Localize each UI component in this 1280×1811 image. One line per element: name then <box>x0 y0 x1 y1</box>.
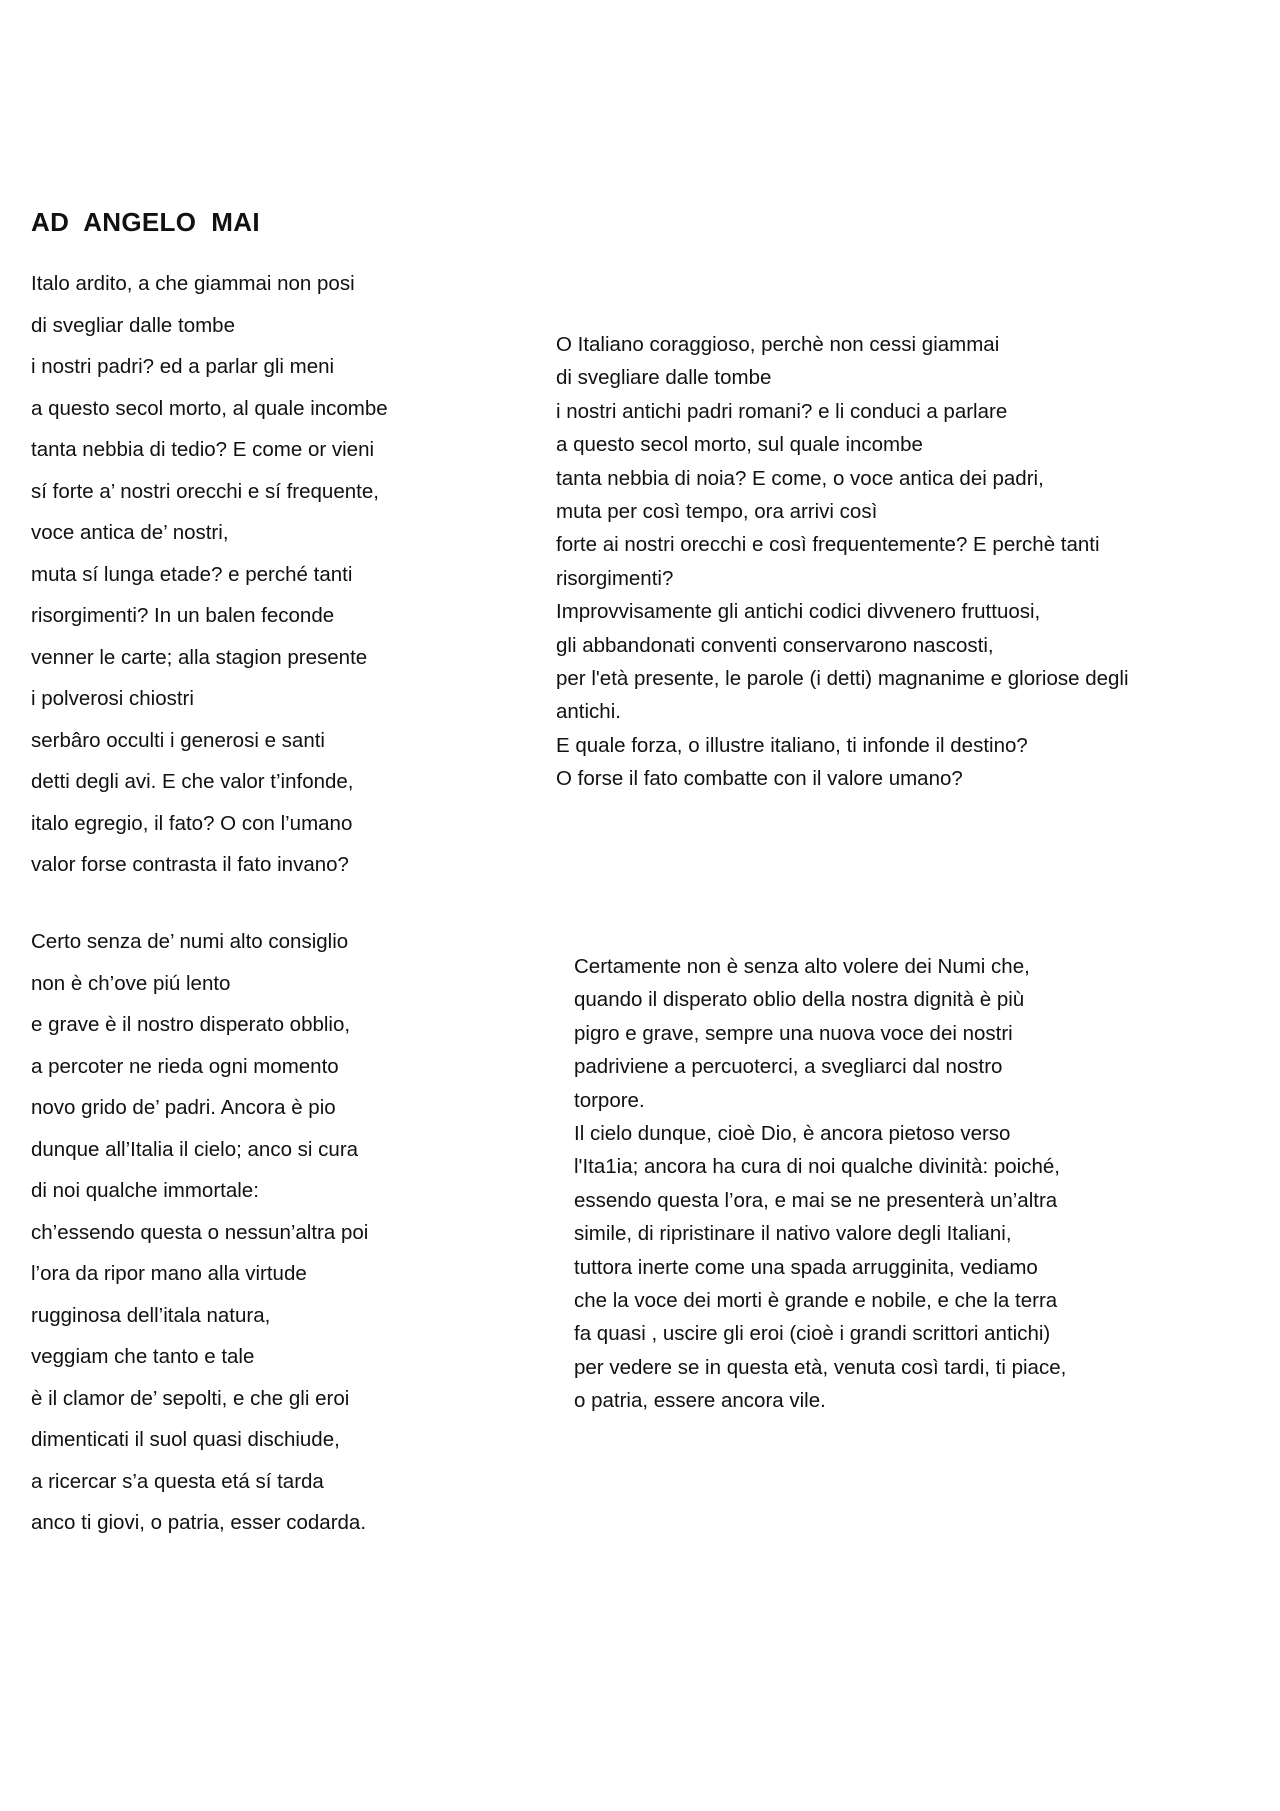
verse-line: detti degli avi. E che valor t’infonde, <box>31 770 354 793</box>
verse-line: Improvvisamente gli antichi codici divvenero fruttuosi, <box>556 600 1041 624</box>
verse-line: per vedere se in questa età, venuta così tardi, ti piace, <box>574 1355 1067 1379</box>
stanza-1-original <box>31 263 388 886</box>
verse-line: forte ai nostri orecchi e così frequentemente? E perchè tanti <box>556 533 1100 557</box>
stanza-2-original <box>31 921 368 1544</box>
verse-line: serbâro occulti i generosi e santi <box>31 728 325 752</box>
verse-line: a questo secol morto, sul quale incombe <box>556 433 923 457</box>
verse-line: gli abbandonati conventi conservarono nascosti, <box>556 633 994 657</box>
verse-line: anco ti giovi, o patria, esser codarda. <box>31 1511 367 1534</box>
verse-line: Certamente non è senza alto volere dei Numi che, <box>574 955 1030 978</box>
verse-line: tanta nebbia di tedio? E come or vieni <box>31 438 375 461</box>
poem-title: AD ANGELO MAI <box>31 207 260 237</box>
verse-line: italo egregio, il fato? O con l’umano <box>31 811 353 835</box>
verse-line: Il cielo dunque, cioè Dio, è ancora pietoso verso <box>574 1122 1011 1146</box>
verse-line: di svegliar dalle tombe <box>31 313 235 337</box>
verse-line: che la voce dei morti è grande e nobile, e che la terra <box>574 1289 1058 1313</box>
verse-line: è il clamor de’ sepolti, e che gli eroi <box>31 1386 350 1410</box>
verse-line: risorgimenti? In un balen feconde <box>31 604 335 627</box>
verse-line: torpore. <box>574 1088 645 1112</box>
verse-line: i nostri antichi padri romani? e li conduci a parlare <box>556 399 1008 423</box>
verse-line: Italo ardito, a che giammai non posi <box>31 272 355 295</box>
verse-line: i polverosi chiostri <box>31 687 194 710</box>
verse-line: pigro e grave, sempre una nuova voce dei nostri <box>574 1021 1013 1045</box>
verse-line: ch’essendo questa o nessun’altra poi <box>31 1220 369 1244</box>
verse-line: novo grido de’ padri. Ancora è pio <box>31 1096 336 1119</box>
verse-line: muta sí lunga etade? e perché tanti <box>31 562 353 586</box>
stanza-1-translation <box>556 328 1129 796</box>
verse-line: O forse il fato combatte con il valore umano? <box>556 767 963 791</box>
verse-line: a percoter ne rieda ogni momento <box>31 1054 339 1078</box>
verse-line: e grave è il nostro disperato obblio, <box>31 1013 351 1036</box>
verse-line: quando il disperato oblio della nostra dignità è più <box>574 988 1025 1012</box>
verse-line: di svegliare dalle tombe <box>556 366 772 390</box>
verse-line: sí forte a’ nostri orecchi e sí frequente, <box>31 479 379 503</box>
verse-line: valor forse contrasta il fato invano? <box>31 853 349 876</box>
verse-line: tuttora inerte come una spada arrugginita, vediamo <box>574 1255 1038 1279</box>
verse-line: dimenticati il suol quasi dischiude, <box>31 1428 340 1451</box>
verse-line: dunque all’Italia il cielo; anco si cura <box>31 1137 359 1161</box>
verse-line: risorgimenti? <box>556 566 674 590</box>
verse-line: Certo senza de’ numi alto consiglio <box>31 930 349 953</box>
verse-line: o patria, essere ancora vile. <box>574 1389 826 1413</box>
verse-line: i nostri padri? ed a parlar gli meni <box>31 355 335 378</box>
verse-line: di noi qualche immortale: <box>31 1179 259 1202</box>
verse-line: non è ch’ove piú lento <box>31 971 231 995</box>
verse-line: muta per così tempo, ora arrivi così <box>556 500 878 524</box>
verse-line: tanta nebbia di noia? E come, o voce antica dei padri, <box>556 466 1044 490</box>
verse-line: E quale forza, o illustre italiano, ti infonde il destino? <box>556 733 1028 757</box>
verse-line: essendo questa l’ora, e mai se ne presenterà un’altra <box>574 1188 1058 1212</box>
verse-line: antichi. <box>556 700 621 724</box>
verse-line: fa quasi , uscire gli eroi (cioè i grandi scrittori antichi) <box>574 1322 1051 1346</box>
verse-line: l’ora da ripor mano alla virtude <box>31 1262 307 1285</box>
verse-line: rugginosa dell’itala natura, <box>31 1303 271 1327</box>
verse-line: padriviene a percuoterci, a svegliarci dal nostro <box>574 1055 1003 1079</box>
verse-line: a questo secol morto, al quale incombe <box>31 396 388 420</box>
verse-line: l'Ita1ia; ancora ha cura di noi qualche divinità: poiché, <box>574 1155 1060 1179</box>
verse-line: voce antica de’ nostri, <box>31 521 229 544</box>
verse-line: per l'età presente, le parole (i detti) magnanime e gloriose degli <box>556 667 1129 691</box>
verse-line: venner le carte; alla stagion presente <box>31 645 368 669</box>
verse-line: simile, di ripristinare il nativo valore degli Italiani, <box>574 1222 1012 1246</box>
stanza-2-translation <box>574 950 1066 1418</box>
verse-line: O Italiano coraggioso, perchè non cessi giammai <box>556 333 1000 356</box>
verse-line: veggiam che tanto e tale <box>31 1345 255 1368</box>
verse-line: a ricercar s’a questa etá sí tarda <box>31 1469 324 1493</box>
